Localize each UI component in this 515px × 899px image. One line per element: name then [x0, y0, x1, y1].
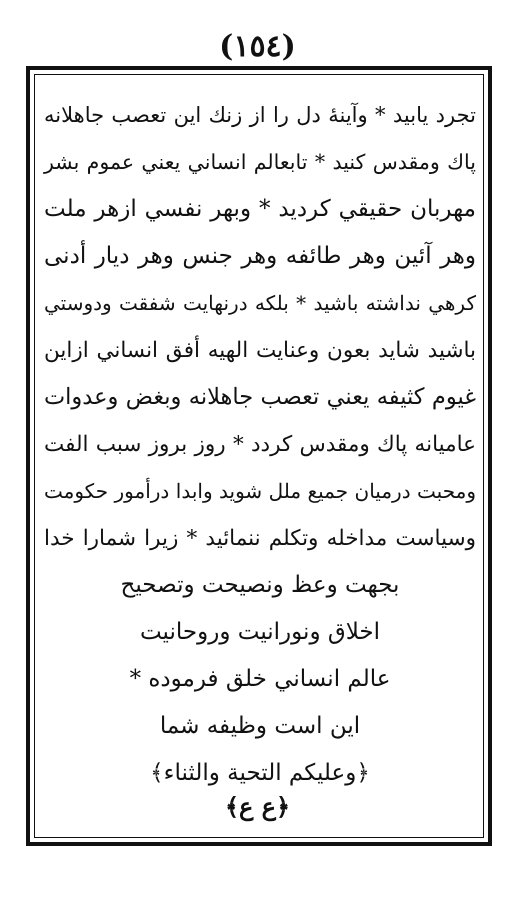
text-line: پاك ومقدس كنيد * تابعالم انساني يعني عموم بشر: [44, 150, 476, 174]
text-line: تجرد يابيد * وآينهٔ دل را از زنك اين تعصب جاهلانه: [44, 103, 476, 127]
text-line: عاميانه پاك ومقدس كردد * روز بروز سبب الفت: [44, 432, 476, 457]
text-line: اخلاق ونورانيت وروحانيت: [139, 619, 381, 645]
closing-salutation: ﴿وعليكم التحية والثناء﴾: [150, 760, 370, 786]
text-line: بجهت وعظ ونصيحت وتصحيح: [120, 572, 400, 598]
text-line: غيوم كثيفه يعني تعصب جاهلانه وبغض وعدوات: [44, 384, 476, 410]
text-line: باشيد شايد بعون وعنايت الهيه أفق انساني ازاين: [44, 338, 476, 363]
text-line: مهربان حقيقي كرديد * وبهر نفسي ازهر ملت: [44, 196, 476, 222]
text-line: كرهي نداشته باشيد * بلكه درنهايت شفقت ودوستي: [44, 291, 476, 315]
text-line: اين است وظيفه شما: [159, 713, 361, 739]
text-line: وسياست مداخله وتكلم ننمائيد * زيرا شمارا خدا: [44, 526, 476, 551]
text-line: وهر آئين وهر طائفه وهر جنس وهر ديار أدنى: [44, 243, 476, 269]
signature-initials: ﴿ع ع﴾: [224, 792, 291, 821]
page-number: (١٥٤): [219, 29, 296, 64]
body-text: [44, 92, 476, 797]
text-line: ومحبت درميان جميع ملل شويد وابدا درأمور حكومت: [44, 479, 476, 503]
text-line: عالم انساني خلق فرموده *: [129, 666, 391, 692]
